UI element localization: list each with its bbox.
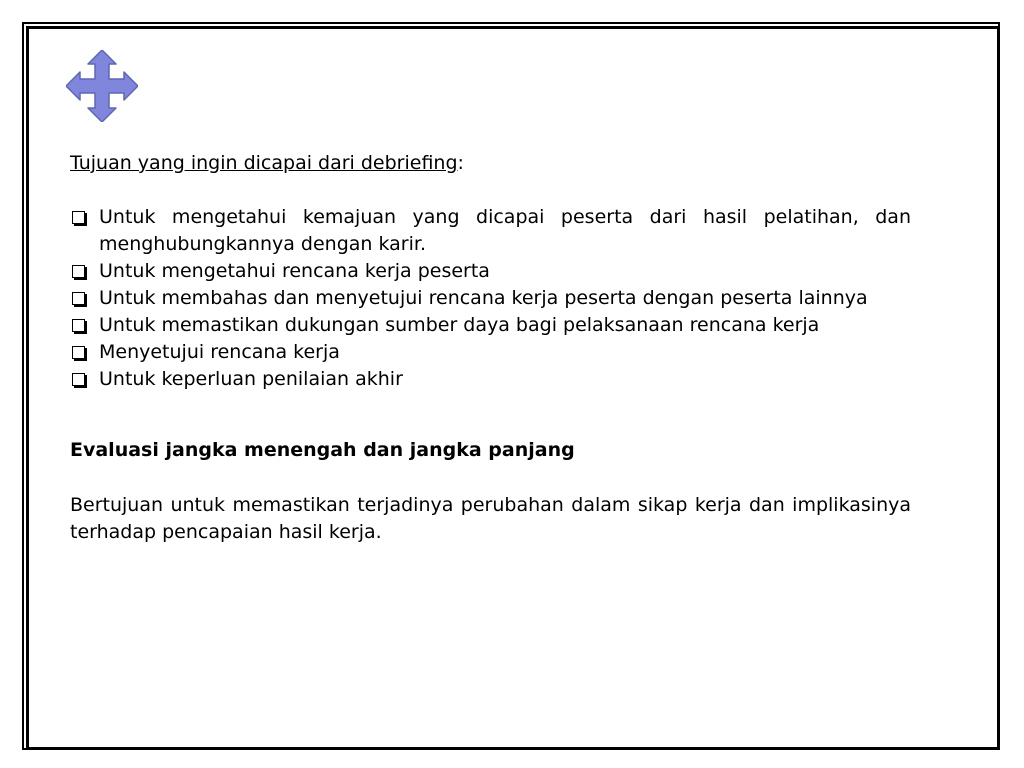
- slide-content: [70, 150, 911, 546]
- list-item: [70, 258, 911, 285]
- list-item-text: Untuk membahas dan menyetujui rencana kerja peserta dengan peserta lainnya: [99, 287, 868, 309]
- section-paragraph: Bertujuan untuk memastikan terjadinya perubahan dalam sikap kerja dan implikasinya terhadap pencapaian hasil kerja.: [70, 494, 911, 543]
- list-item-text: Untuk mengetahui kemajuan yang dicapai peserta dari hasil pelatihan, dan menghubungkannya dengan karir.: [99, 206, 911, 255]
- list-item: [70, 285, 911, 312]
- checkbox-bullet-icon: [72, 292, 85, 305]
- list-item: [70, 339, 911, 366]
- checkbox-bullet-icon: [72, 319, 85, 332]
- list-item: [70, 204, 911, 258]
- checkbox-bullet-icon: [72, 373, 85, 386]
- checkbox-bullet-icon: [72, 346, 85, 359]
- list-item: [70, 312, 911, 339]
- objectives-list: [70, 204, 911, 393]
- section-title: Evaluasi jangka menengah dan jangka panjang: [70, 439, 575, 461]
- objectives-heading-colon: :: [457, 152, 464, 174]
- four-way-arrow-icon: [66, 50, 138, 122]
- objectives-heading: [70, 150, 911, 177]
- list-item-text: Menyetujui rencana kerja: [99, 341, 340, 363]
- list-item-text: Untuk memastikan dukungan sumber daya bagi pelaksanaan rencana kerja: [99, 314, 820, 336]
- objectives-heading-text: Tujuan yang ingin dicapai dari debriefing: [70, 152, 458, 174]
- checkbox-bullet-icon: [72, 265, 85, 278]
- checkbox-bullet-icon: [72, 211, 85, 224]
- list-item: [70, 366, 911, 393]
- list-item-text: Untuk mengetahui rencana kerja peserta: [99, 260, 490, 282]
- list-item-text: Untuk keperluan penilaian akhir: [99, 368, 403, 390]
